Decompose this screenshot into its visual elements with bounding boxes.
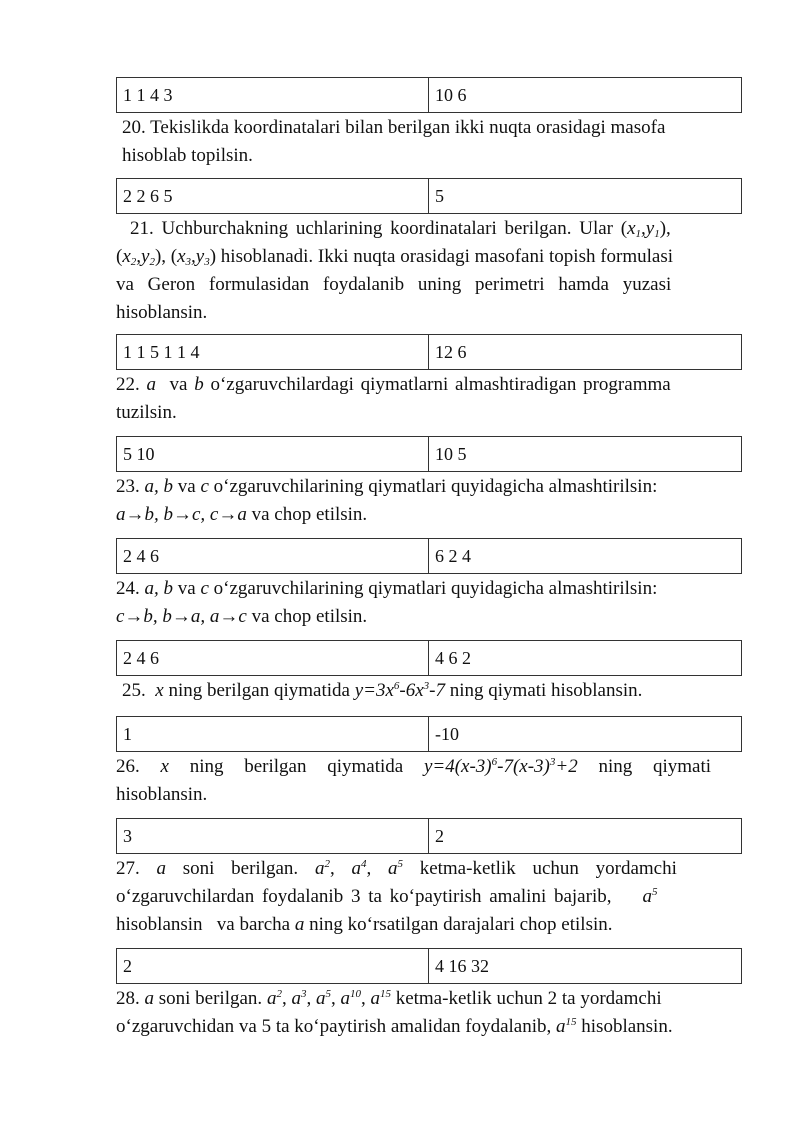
problem-text: hisoblansin va barcha a ning ko‘rsatilgan darajalari chop etilsin. (116, 914, 613, 935)
output-cell: 6 2 4 (435, 546, 471, 566)
problem-text: 23. a, b va c o‘zgaruvchilarining qiymatlari quyidagicha almashtirilsin: (116, 476, 658, 497)
output-cell: 12 6 (435, 342, 467, 362)
problem-22 (116, 371, 742, 427)
problem-text: tuzilsin. (116, 402, 177, 423)
example-table (116, 716, 742, 752)
example-table (116, 640, 742, 676)
example-table (116, 538, 742, 574)
output-cell: 10 6 (435, 85, 467, 105)
problem-text: 24. a, b va c o‘zgaruvchilarining qiymatlari quyidagicha almashtirilsin: (116, 578, 658, 599)
output-cell: 10 5 (435, 444, 467, 464)
problem-25 (116, 677, 742, 705)
example-table (116, 334, 742, 370)
input-cell: 5 10 (117, 437, 429, 471)
output-cell: 5 (435, 186, 444, 206)
problem-text: 27. a soni berilgan. $a^2$, $a^4$, $a^5$ ketma-ketlik uchun yordamchi (116, 858, 677, 879)
problem-text: va Geron formulasidan foydalanib uning perimetri hamda yuzasi (116, 274, 672, 295)
problem-23 (116, 473, 742, 529)
problem-text: 25. x ning berilgan qiymatida $y=3x^6-6x^3-7$ ning qiymati hisoblansin. (122, 680, 643, 701)
problem-text: o‘zgaruvchilardan foydalanib 3 ta ko‘paytirish amalini bajarib, $a^5$ (116, 886, 658, 907)
example-table (116, 178, 742, 214)
problem-20 (116, 114, 742, 170)
input-cell: 3 (117, 819, 429, 853)
problem-24 (116, 575, 742, 631)
problem-text: 21. Uchburchakning uchlarining koordinatalari berilgan. Ular $(x_1,y_1)$, (130, 218, 671, 240)
problem-text: hisoblansin. (116, 784, 208, 805)
output-cell: -10 (435, 724, 459, 744)
output-cell: 4 16 32 (435, 956, 489, 976)
problem-text: hisoblansin. (116, 302, 208, 323)
problem-text: c→b, b→a, a→c va chop etilsin. (116, 606, 368, 627)
output-cell: 2 (435, 826, 444, 846)
input-cell: 1 (117, 717, 429, 751)
example-table (116, 77, 742, 113)
problem-26 (116, 753, 742, 809)
example-table (116, 948, 742, 984)
problem-text: 28. a soni berilgan. $a^2$, $a^3$, $a^5$, $a^{10}$, $a^{15}$ ketma-ketlik uchun 2 ta yordamchi (116, 988, 662, 1009)
problem-text: o‘zgaruvchidan va 5 ta ko‘paytirish amalidan foydalanib, $a^{15}$ hisoblansin. (116, 1016, 673, 1037)
problem-21 (116, 215, 742, 327)
problem-28 (116, 985, 742, 1041)
input-cell: 1 1 5 1 1 4 (117, 335, 429, 369)
example-table (116, 436, 742, 472)
input-cell: 2 4 6 (117, 641, 429, 675)
input-cell: 2 (117, 949, 429, 983)
input-cell: 1 1 4 3 (117, 78, 429, 112)
problem-27 (116, 855, 742, 939)
problem-text: hisoblab topilsin. (122, 145, 253, 166)
problem-text: 20. Tekislikda koordinatalari bilan berilgan ikki nuqta orasidagi masofa (122, 117, 666, 138)
problem-text: $(x_2,y_2)$, $(x_3,y_3)$ hisoblanadi. Ikki nuqta orasidagi masofani topish formulasi (116, 246, 674, 268)
problem-text: 26. x ning berilgan qiymatida $y=4(x-3)^6-7(x-3)^3+2$ ning qiymati (116, 756, 712, 777)
problem-text: 22. a va b o‘zgaruvchilardagi qiymatlarni almashtiradigan programma (116, 374, 671, 395)
problem-text: a→b, b→c, c→a va chop etilsin. (116, 504, 368, 525)
output-cell: 4 6 2 (435, 648, 471, 668)
example-table (116, 818, 742, 854)
input-cell: 2 2 6 5 (117, 179, 429, 213)
input-cell: 2 4 6 (117, 539, 429, 573)
